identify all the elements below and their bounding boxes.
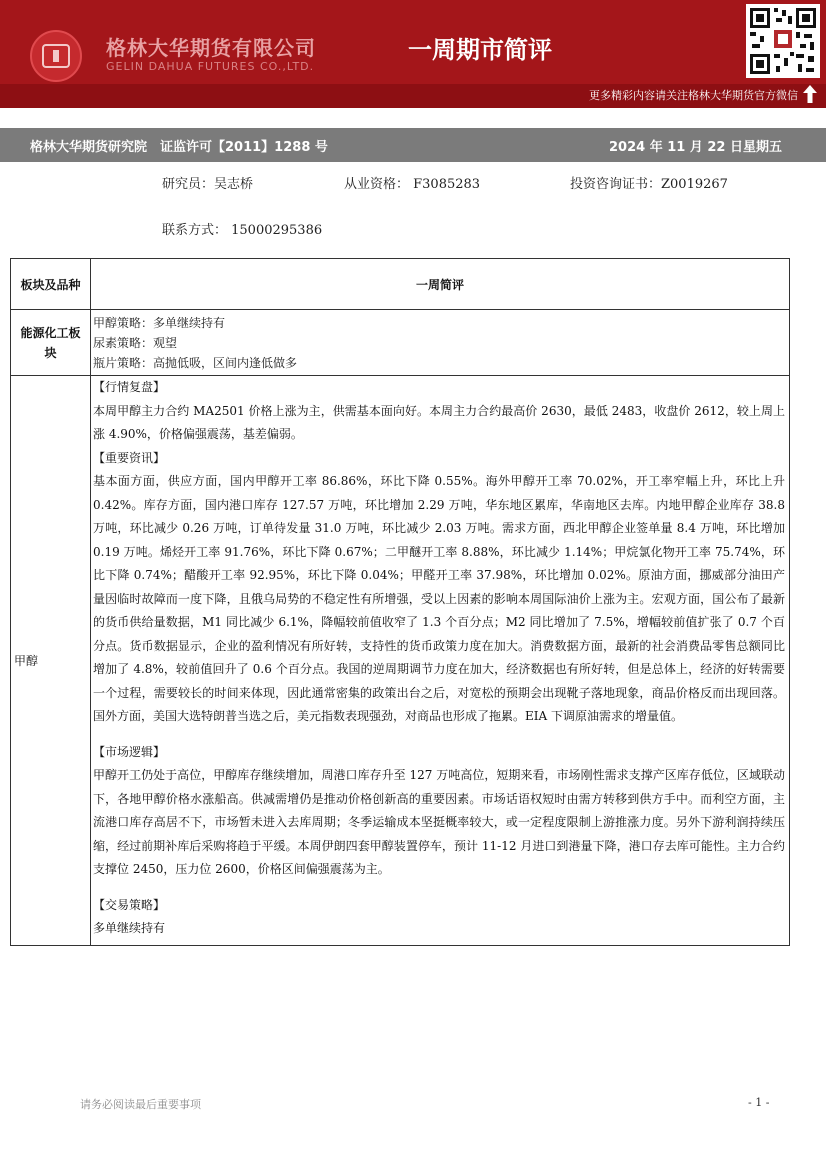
follow-wechat-text: 更多精彩内容请关注格林大华期货官方微信 [589,89,798,102]
header-sector: 板块及品种 [11,259,91,310]
researcher-name: 研究员：吴志桥 [162,177,254,192]
company-name-cn: 格林大华期货有限公司 [106,36,316,60]
review-text: 本周甲醇主力合约 MA2501 价格上涨为主，供需基本面向好。本周主力合约最高价 2630，最低 2483，收盘价 2612，较上周上涨 4.90%，价格偏强震荡，基差偏弱。 [93,403,785,441]
qualification-number: 从业资格： F3085283 [344,177,481,192]
symbol-row [11,376,790,946]
weekly-review-table [10,258,790,946]
contact-phone: 联系方式： 15000295386 [162,223,323,238]
logic-heading: 【市场逻辑】 [93,744,166,759]
report-header [0,0,826,108]
header-review: 一周简评 [91,259,790,310]
review-heading: 【行情复盘】 [93,380,166,394]
spacer [93,882,785,894]
institute-band [0,128,826,162]
up-arrow-icon [802,84,818,104]
section-row [11,310,790,376]
trade-text: 多单继续持有 [93,921,166,935]
institute-license: 格林大华期货研究院 证监许可【2011】1288 号 [30,140,328,155]
trade-heading: 【交易策略】 [93,897,166,912]
company-logo-icon [30,30,82,82]
news-text: 基本面方面，供应方面，国内甲醇开工率 86.86%，环比下降 0.55%。海外甲醇开工率 70.02%，开工率窄幅上升，环比上升 0.42%。库存方面，国内港口库存 127.57 万吨，环比增加 2.29 万吨，华东地区累库，华南地区去库。内地甲醇企业库存 38.8 万吨，环比减少 0.26 万吨，订单待发量 31.0 万吨，环比减少 2.03 万吨。需求方面，西北甲醇企业签单量 8.4 万吨，环比增加 0.19 万吨。烯烃开工率 91.76%，环比下降 0.67%；二甲醚开工率 8.88%，环比减少 1.14%；甲烷氯化物开工率 75.74%，环比下降 0.74%；醋酸开工率 92.95%，环比下降 0.04%；甲醛开工率 37.98%，环比增加 0.02%。原油方面，挪威部分油田产量因临时故障而一度下降，且俄乌局势的不稳定性有所增强，受以上因素的影响本周国际油价上涨为主。宏观方面，国公布了最新的货币供给量数据，M1 同比减少 6.1%，降幅较前值收窄了 1.3 个百分点；M2 同比增加了 7.5%，增幅较前值扩张了 0.7 个百分点。货币数据显示，企业的盈利情况有所好转，支持性的货币政策力度在加大。消费数据方面，最新的社会消费品零售总额同比增加了 4.8%，较前值回升了 0.6 个百分点。我国的逆周期调节力度在加大，经济数据也有所好转，但是总体上，经济的好转需要一个过程，需要较长的时间来体现，因此通常密集的政策出台之后，对宽松的预期会出现靴子落地现象，商品价格反而出现回落。国外方面，美国大选特朗普当选之后，美元指数表现强劲，对商品也形成了拖累。EIA 下调原油需求的增量值。 [93,474,785,723]
section-name: 能源化工板块 [11,310,91,376]
wechat-qr-code-icon [746,4,820,78]
strategy-urea: 尿素策略：观望 [93,336,178,350]
section-strategies [91,310,790,376]
news-heading: 【重要资讯】 [93,450,166,465]
table-header-row [11,259,790,310]
report-title: 一周期市简评 [408,36,552,64]
spacer [93,729,785,741]
strategy-pet-chips: 瓶片策略：高抛低吸，区间内逢低做多 [93,356,298,370]
disclaimer-note: 请务必阅读最后重要事项 [80,1098,201,1111]
strategy-methanol: 甲醇策略：多单继续持有 [93,316,226,330]
page-number: - 1 - [748,1096,770,1109]
symbol-name: 甲醇 [11,376,91,946]
certificate-number: 投资咨询证书：Z0019267 [570,177,728,192]
logic-text: 甲醇开工仍处于高位，甲醇库存继续增加，周港口库存升至 127 万吨高位，短期来看，市场刚性需求支撑产区库存低位，区域联动下，各地甲醇价格水涨船高。供减需增仍是推动价格创新高的重要因素。市场话语权短时由需方转移到供方手中。而利空方面，主流港口库存高居不下，市场暂未进入去库周期；冬季运输成本坚挺概率较大，或一定程度限制上游推涨力度。另外下游利润持续压缩，经过前期补库后采购将趋于平缓。本周伊朗四套甲醇装置停车，预计 11-12 月进口到港量下降，港口存去库可能性。主力合约支撑位 2450，压力位 2600，价格区间偏强震荡为主。 [93,768,785,876]
report-date: 2024 年 11 月 22 日星期五 [609,140,782,155]
symbol-content [91,376,790,946]
company-name-en: GELIN DAHUA FUTURES CO.,LTD. [106,60,315,73]
logo-mark [53,50,59,62]
